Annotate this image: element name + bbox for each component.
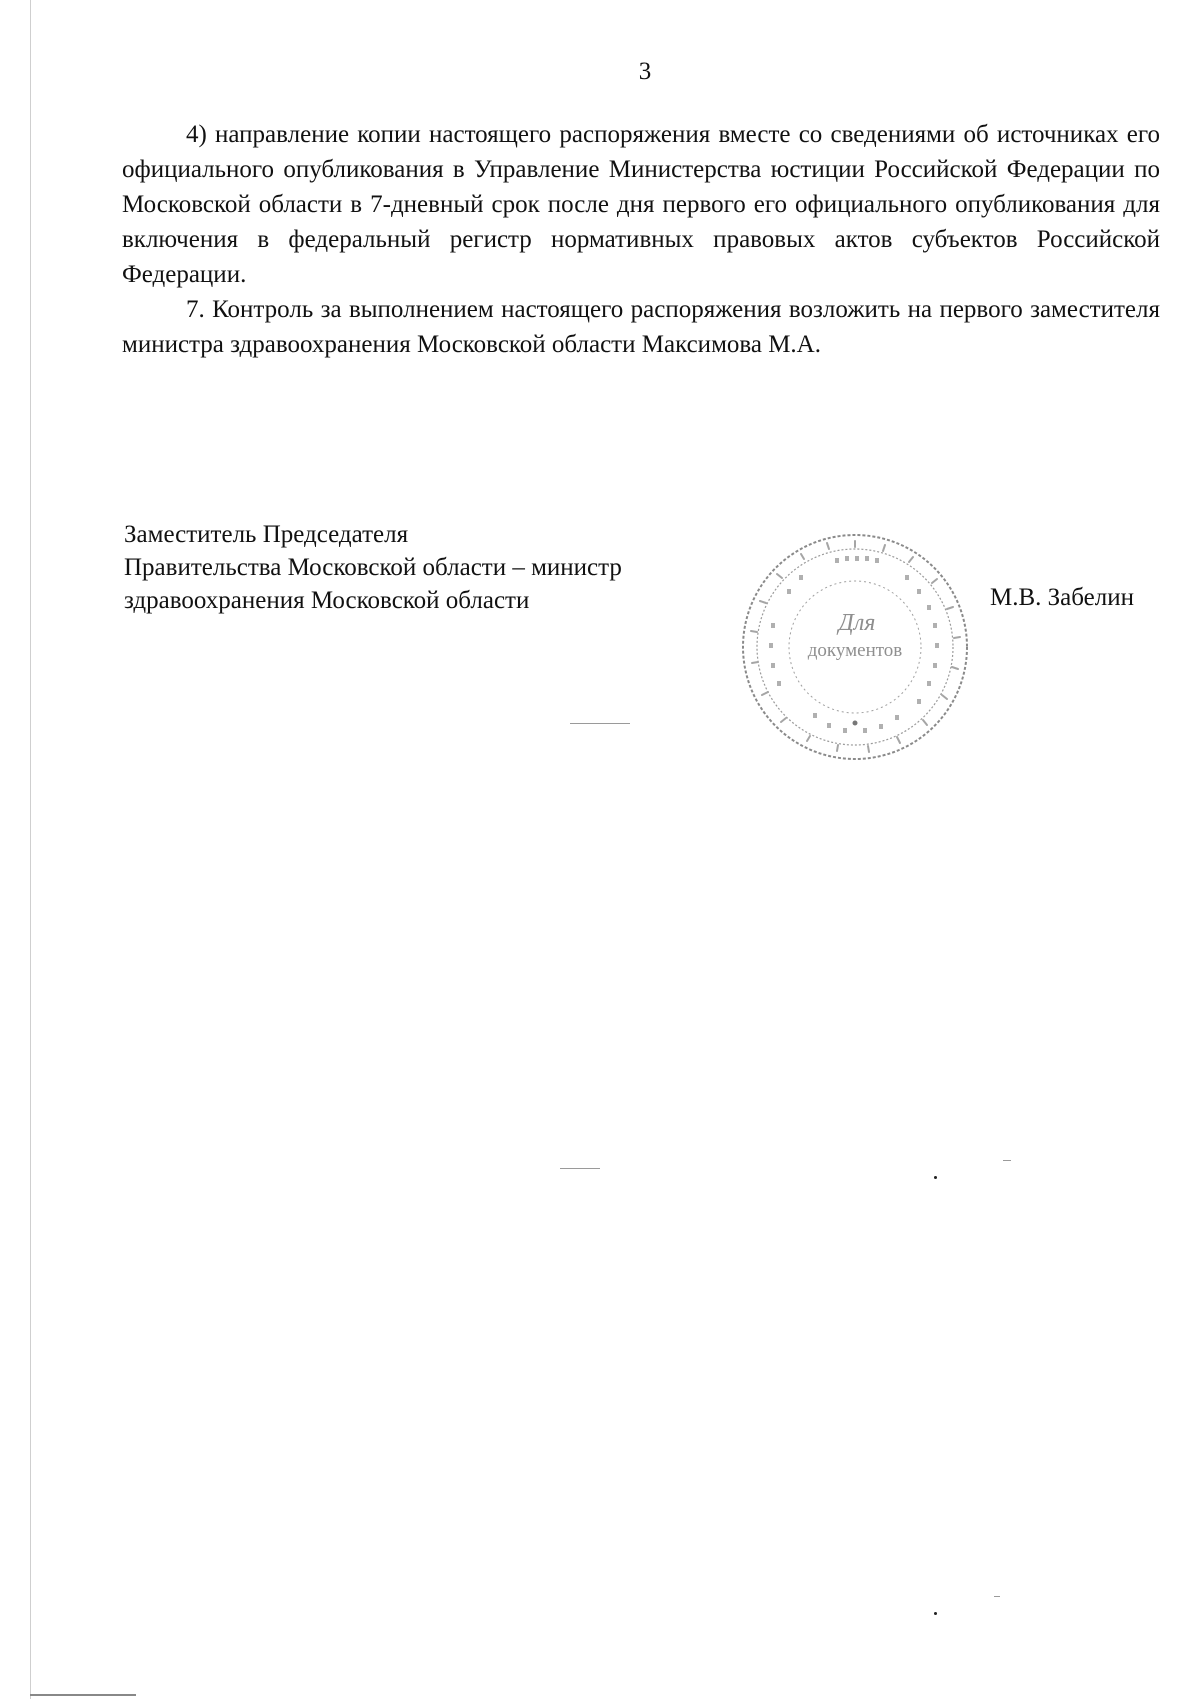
signatory-title-line-2: Правительства Московской области – министр: [124, 554, 622, 581]
scan-artifact: [1003, 1160, 1011, 1161]
scan-bottom-edge: [30, 1694, 136, 1696]
signatory-title-line-1: Заместитель Председателя: [124, 521, 409, 548]
page-number: 3: [638, 58, 652, 85]
document-body: [122, 117, 1160, 362]
paragraph-item-7: 7. Контроль за выполнением настоящего распоряжения возложить на первого заместителя министра здравоохранения Московской области Максимова М.А.: [122, 296, 1160, 358]
scan-left-edge: [30, 0, 31, 1699]
scan-artifact: [570, 723, 630, 724]
scan-artifact: [560, 1168, 600, 1169]
stamp-center-line-2: документов: [807, 640, 903, 661]
signatory-name: М.В. Забелин: [990, 584, 1134, 611]
scan-speck: [934, 1176, 937, 1179]
signatory-title: [124, 518, 622, 617]
official-stamp: [735, 527, 975, 767]
stamp-icon: [735, 527, 975, 767]
scan-artifact: [994, 1596, 1000, 1597]
scan-speck: [934, 1612, 937, 1615]
stamp-center-line-1: Для: [838, 610, 876, 636]
signatory-title-line-3: здравоохранения Московской области: [124, 587, 530, 614]
paragraph-item-4: 4) направление копии настоящего распоряжения вместе со сведениями об источниках его официального опубликования в Управление Министерства юстиции Российской Федерации по Московской области в 7-дневный срок после дня первого его официального опубликования для включения в федеральный регистр нормативных правовых актов субъектов Российской Федерации.: [122, 121, 1160, 288]
